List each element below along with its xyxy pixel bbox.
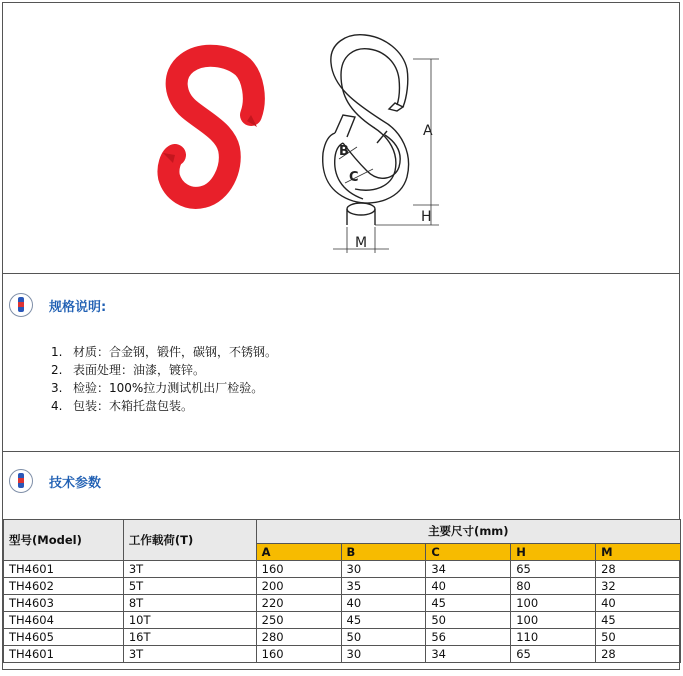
dim-label-b: B	[339, 144, 349, 159]
red-s-hook-image	[163, 56, 257, 198]
document-frame	[2, 2, 680, 670]
table-cell: 40	[426, 578, 511, 595]
table-cell: 160	[256, 646, 341, 663]
table-row	[4, 595, 681, 612]
company-logo-icon	[9, 293, 33, 317]
table-row	[4, 612, 681, 629]
table-cell: 8T	[123, 595, 256, 612]
table-row	[4, 629, 681, 646]
table-cell: 80	[511, 578, 596, 595]
header-model: 型号(Model)	[4, 520, 124, 561]
table-cell: 40	[596, 595, 681, 612]
hook-illustration	[3, 3, 679, 273]
table-cell: 34	[426, 561, 511, 578]
table-cell: 56	[426, 629, 511, 646]
tech-params-table	[3, 519, 681, 663]
table-cell: 16T	[123, 629, 256, 646]
table-cell: 65	[511, 561, 596, 578]
table-cell: TH4601	[4, 646, 124, 663]
tech-section-title: 技术参数	[49, 475, 102, 491]
table-cell: TH4605	[4, 629, 124, 646]
table-cell: 65	[511, 646, 596, 663]
subheader-h: H	[511, 543, 596, 560]
table-cell: 50	[596, 629, 681, 646]
subheader-b: B	[341, 543, 426, 560]
table-cell: 45	[426, 595, 511, 612]
table-cell: TH4602	[4, 578, 124, 595]
table-cell: 32	[596, 578, 681, 595]
table-cell: 28	[596, 646, 681, 663]
header-dimensions: 主要尺寸(mm)	[256, 520, 680, 544]
spec-item: 3. 检验：100%拉力测试机出厂检验。	[51, 381, 264, 395]
table-cell: 5T	[123, 578, 256, 595]
company-logo-icon	[9, 469, 33, 493]
dim-label-m: M	[355, 235, 368, 251]
spec-section-header	[9, 293, 106, 317]
table-cell: TH4604	[4, 612, 124, 629]
spec-section-title: 规格说明:	[49, 299, 107, 315]
table-cell: 220	[256, 595, 341, 612]
dim-label-a: A	[423, 123, 433, 139]
header-load: 工作载荷(T)	[123, 520, 256, 561]
table-cell: 50	[341, 629, 426, 646]
spec-item: 4. 包装：木箱托盘包装。	[51, 399, 194, 413]
table-cell: 30	[341, 561, 426, 578]
table-row	[4, 578, 681, 595]
table-cell: 30	[341, 646, 426, 663]
tech-section-header	[9, 469, 101, 493]
table-row	[4, 561, 681, 578]
table-cell: 280	[256, 629, 341, 646]
table-cell: 3T	[123, 646, 256, 663]
table-cell: TH4601	[4, 561, 124, 578]
subheader-m: M	[596, 543, 681, 560]
spec-item: 1. 材质：合金钢，锻件，碳钢，不锈钢。	[51, 345, 278, 359]
spec-section	[3, 273, 679, 452]
table-cell: 200	[256, 578, 341, 595]
table-row	[4, 646, 681, 663]
table-cell: 110	[511, 629, 596, 646]
hook-line-drawing	[323, 35, 409, 225]
table-cell: 3T	[123, 561, 256, 578]
tech-section	[3, 451, 679, 671]
subheader-c: C	[426, 543, 511, 560]
dim-label-c: C	[349, 170, 359, 185]
table-cell: 160	[256, 561, 341, 578]
dim-label-h: H	[421, 209, 432, 225]
table-cell: 45	[596, 612, 681, 629]
table-cell: 10T	[123, 612, 256, 629]
table-cell: 28	[596, 561, 681, 578]
spec-list	[51, 343, 277, 415]
table-cell: 34	[426, 646, 511, 663]
table-cell: 50	[426, 612, 511, 629]
table-cell: 100	[511, 595, 596, 612]
table-cell: 45	[341, 612, 426, 629]
table-cell: 35	[341, 578, 426, 595]
product-image-area	[3, 3, 679, 274]
spec-item: 2. 表面处理：油漆，镀锌。	[51, 363, 206, 377]
table-cell: 100	[511, 612, 596, 629]
subheader-a: A	[256, 543, 341, 560]
table-cell: 250	[256, 612, 341, 629]
table-cell: TH4603	[4, 595, 124, 612]
table-cell: 40	[341, 595, 426, 612]
